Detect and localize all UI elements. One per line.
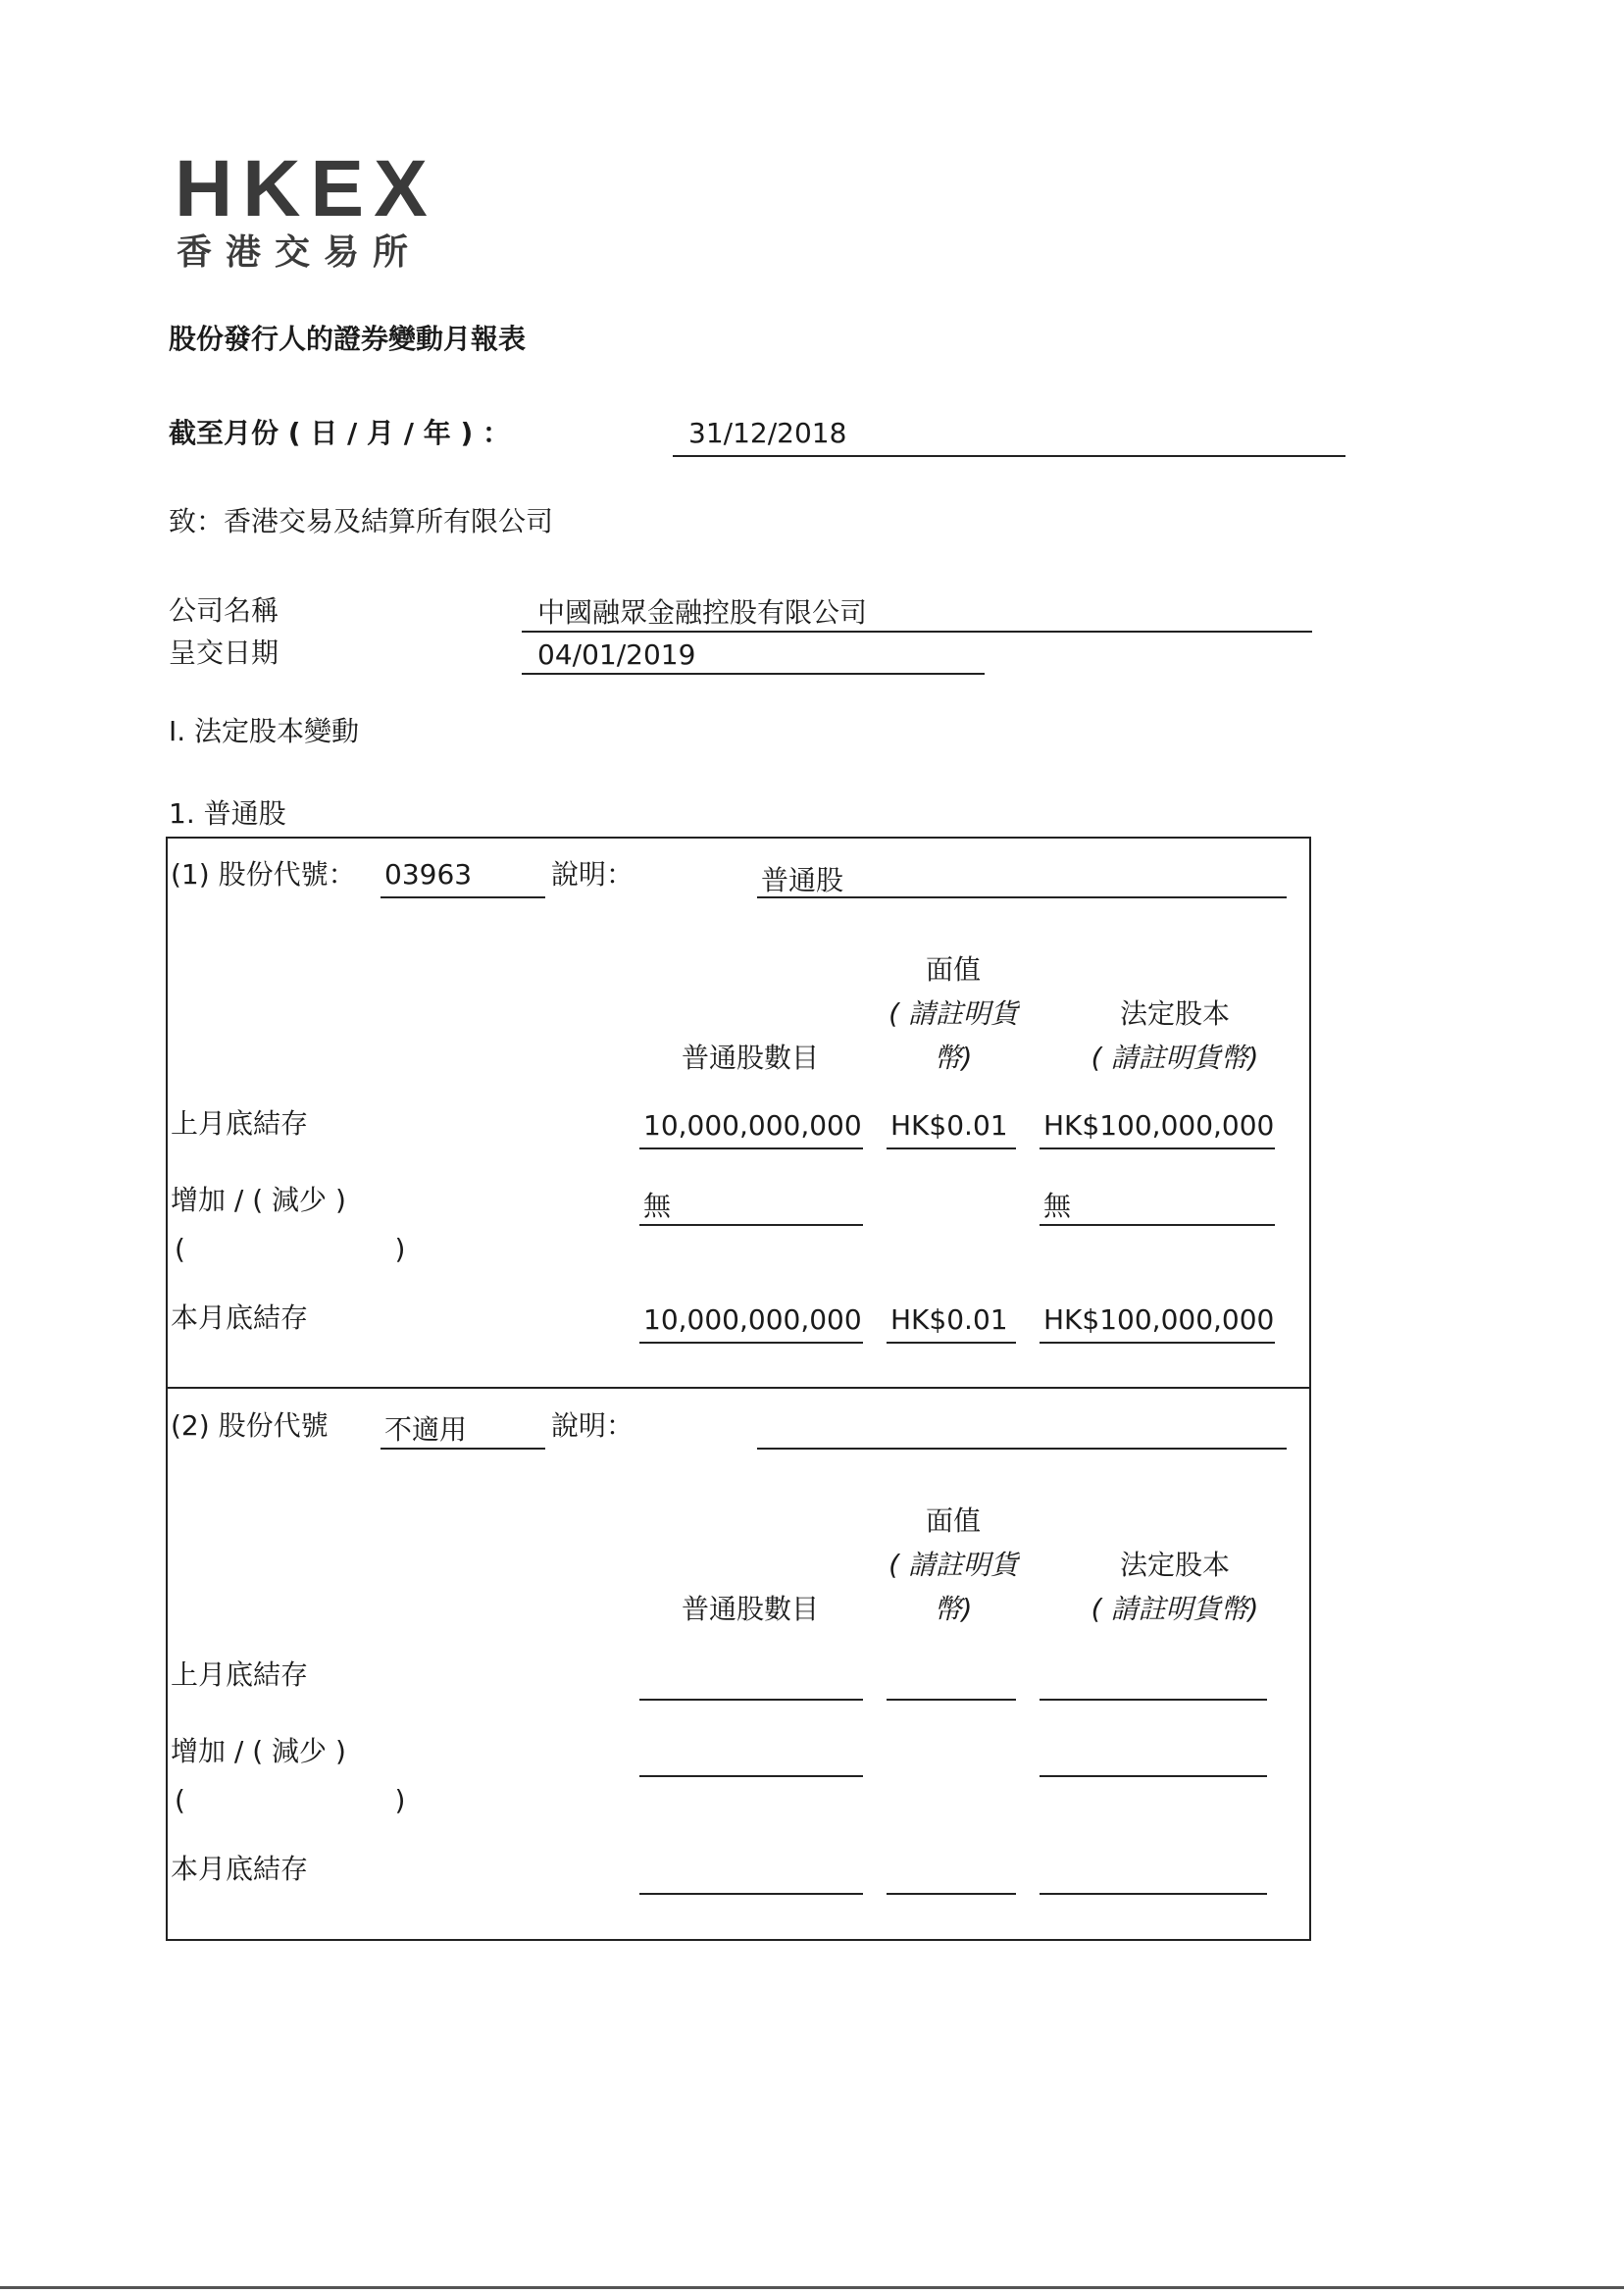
class2-code-value: 不適用 [384,1413,468,1446]
class1-desc-value: 普通股 [761,864,844,896]
class2-desc-underline [757,1448,1287,1450]
class1-change-qty: 無 [643,1190,672,1222]
subsection-title: 1. 普通股 [169,797,286,830]
page-bottom-edge [0,2286,1624,2289]
class1-opening-qty: 10,000,000,000 [643,1109,862,1142]
class1-header-auth-1: 法定股本 [1119,997,1230,1030]
recipient-line: 致：香港交易及結算所有限公司 [169,505,554,537]
class1-desc-label: 說明： [551,858,634,891]
class1-opening-par-underline [887,1147,1016,1149]
class-divider [166,1387,1311,1389]
class1-header-par-1: 面值 [925,953,981,986]
class1-opening-auth: HK$100,000,000 [1043,1109,1275,1142]
class1-opening-qty-underline [639,1147,863,1149]
class2-header-auth-1: 法定股本 [1119,1549,1230,1581]
class1-change-paren: ( ) [175,1233,406,1265]
class2-opening-par-underline [887,1699,1016,1701]
class1-header-par-3: 幣) [934,1042,973,1074]
class2-change-label: 增加 / ( 減少 ) [171,1735,346,1767]
period-underline [673,455,1345,457]
class2-closing-qty-underline [639,1893,863,1895]
section-title: I. 法定股本變動 [169,715,360,747]
class1-closing-auth-underline [1040,1342,1275,1344]
class1-closing-par-underline [887,1342,1016,1344]
class1-closing-label: 本月底結存 [171,1301,309,1334]
class2-desc-label: 說明： [551,1409,634,1442]
class1-change-label: 增加 / ( 減少 ) [171,1184,346,1216]
submission-date-underline [522,673,985,675]
class1-code-underline [381,896,545,898]
hkex-logo: HKEX [175,144,437,233]
class1-opening-par: HK$0.01 [890,1109,1008,1142]
class1-header-par-2: ( 請註明貨 [888,997,1018,1030]
class2-change-paren: ( ) [175,1784,406,1816]
company-name-label: 公司名稱 [169,594,279,627]
class2-change-auth-underline [1040,1775,1267,1777]
class2-header-par-2: ( 請註明貨 [888,1549,1018,1581]
class2-opening-qty-underline [639,1699,863,1701]
period-value: 31/12/2018 [688,417,847,449]
class1-opening-label: 上月底結存 [171,1107,309,1140]
submission-date-label: 呈交日期 [169,637,279,669]
hkex-logo-chinese: 香港交易所 [177,232,423,273]
class1-change-auth: 無 [1043,1190,1072,1222]
class2-closing-label: 本月底結存 [171,1853,309,1885]
class2-opening-label: 上月底結存 [171,1658,309,1691]
class1-desc-underline [757,896,1287,898]
class1-change-auth-underline [1040,1224,1275,1226]
class2-header-auth-2: ( 請註明貨幣) [1091,1593,1259,1625]
submission-date-value: 04/01/2019 [537,638,696,671]
class1-closing-auth: HK$100,000,000 [1043,1303,1275,1336]
class1-closing-qty-underline [639,1342,863,1344]
company-name-underline [522,631,1312,633]
class2-header-qty: 普通股數目 [681,1593,819,1625]
class1-opening-auth-underline [1040,1147,1275,1149]
class1-closing-qty: 10,000,000,000 [643,1303,862,1336]
class1-code-value: 03963 [384,858,473,891]
class2-header-par-3: 幣) [934,1593,973,1625]
class1-header-qty: 普通股數目 [681,1042,819,1074]
class1-change-qty-underline [639,1224,863,1226]
class1-closing-par: HK$0.01 [890,1303,1008,1336]
class1-header-auth-2: ( 請註明貨幣) [1091,1042,1259,1074]
class2-closing-auth-underline [1040,1893,1267,1895]
class2-closing-par-underline [887,1893,1016,1895]
class2-change-qty-underline [639,1775,863,1777]
form-title: 股份發行人的證券變動月報表 [169,323,527,355]
company-name-value: 中國融眾金融控股有限公司 [537,596,868,629]
class2-code-underline [381,1448,545,1450]
class2-header-par-1: 面值 [925,1504,981,1537]
class1-code-label: (1) 股份代號： [171,858,356,891]
class2-code-label: (2) 股份代號 [171,1409,329,1442]
period-label: 截至月份 ( 日 / 月 / 年 ) ： [169,417,511,449]
class2-opening-auth-underline [1040,1699,1267,1701]
